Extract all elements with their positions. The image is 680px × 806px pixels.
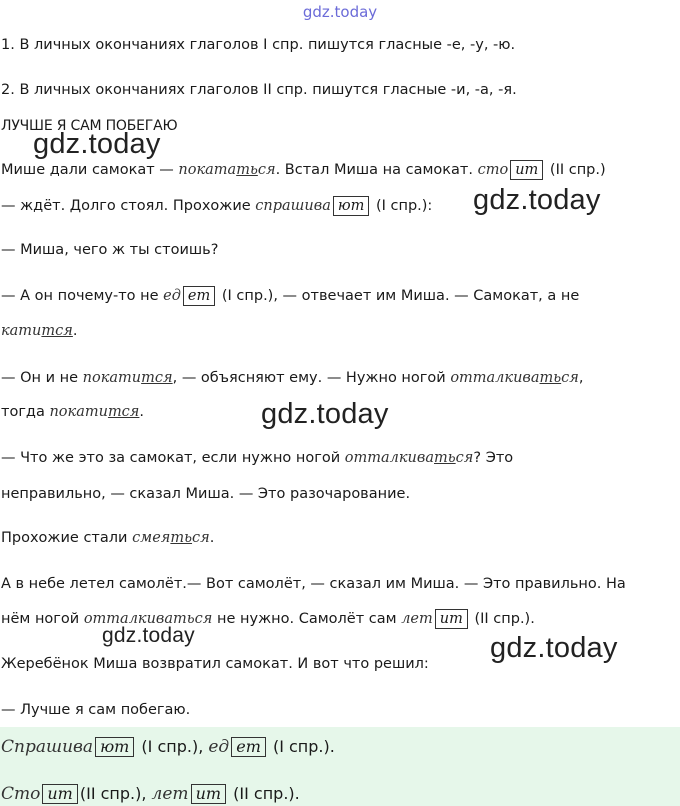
text-line-4 (1, 286, 579, 306)
answer-word: Спрашива (1, 737, 94, 757)
text-line-5 (1, 321, 78, 341)
rule-2: 2. В личных окончаниях глаголов II спр. пишутся гласные -и, -а, -я. (1, 82, 517, 98)
answer-text: (I спр.). (267, 737, 335, 756)
watermark: gdz.today (490, 632, 618, 664)
text-line-11: А в небе летел самолёт.— Вот самолёт, — сказал им Миша. — Это правильно. На (1, 576, 626, 592)
answer-row-1 (1, 737, 335, 757)
text-span: — ждёт. Долго стоял. Прохожие (1, 198, 256, 214)
text-line-7 (1, 402, 144, 422)
text-span: (I спр.): (371, 198, 433, 214)
text-span: Мише дали самокат — (1, 162, 179, 178)
rule-1: 1. В личных окончаниях глаголов I спр. пишутся гласные -е, -у, -ю. (1, 37, 516, 53)
ending-box: ит (191, 784, 226, 804)
text-span: — А он почему-то не (1, 288, 164, 304)
answer-text: (II спр.). (228, 784, 300, 803)
text-span: , (578, 370, 584, 386)
text-line-12 (1, 609, 535, 629)
word-sprashivayut: спрашива (255, 198, 331, 214)
text-line-1 (1, 160, 606, 180)
text-span: Прохожие стали (1, 530, 133, 546)
word-letit: лет (401, 611, 433, 627)
watermark: gdz.today (473, 184, 601, 216)
text-span: . (209, 530, 215, 546)
text-span: — Что же это за самокат, если нужно ногой (1, 450, 345, 466)
word-stoit: сто (477, 162, 509, 178)
word-edet: ед (163, 288, 181, 304)
text-span: . Встал Миша на самокат. (275, 162, 478, 178)
ending-box: ит (435, 609, 468, 629)
word-katitsya: катится (1, 323, 73, 339)
text-span: . (72, 323, 78, 339)
text-line-13: Жеребёнок Миша возвратил самокат. И вот что решил: (1, 656, 429, 672)
text-span: нём ногой (1, 611, 84, 627)
ending-box: ют (333, 196, 370, 216)
ending-box: ет (231, 737, 266, 757)
text-span: , — объясняют ему. — Нужно ногой (172, 370, 451, 386)
text-line-10 (1, 528, 214, 548)
word-pokatitsya: покатится (82, 370, 173, 386)
word-ottalkivatsya: отталкиваться (450, 370, 579, 386)
text-line-6 (1, 368, 584, 388)
word-ottalkivatsya: отталкиваться (344, 450, 474, 466)
word-pokatitsya: покатится (49, 404, 140, 420)
text-line-2 (1, 196, 432, 216)
word-pokatatsya: покататься (178, 162, 276, 178)
text-line-9: неправильно, — сказал Миша. — Это разочарование. (1, 486, 411, 502)
text-span: ? Это (473, 450, 514, 466)
site-watermark-top: gdz.today (302, 3, 378, 21)
watermark: gdz.today (33, 128, 161, 160)
text-span: (I спр.), — отвечает им Миша. — Самокат, а не (217, 288, 580, 304)
answer-text: (I спр.), (136, 737, 209, 756)
watermark: gdz.today (102, 624, 195, 647)
ending-box: ит (42, 784, 77, 804)
text-line-3: — Миша, чего ж ты стоишь? (1, 242, 219, 258)
word-ottalkivatsya: отталкиваться (83, 611, 213, 627)
watermark: gdz.today (261, 398, 389, 430)
ending-box: ит (510, 160, 543, 180)
text-line-14: — Лучше я сам побегаю. (1, 702, 191, 718)
ending-box: ет (183, 286, 215, 306)
text-span: не нужно. Самолёт сам (212, 611, 402, 627)
text-span: (II спр.). (469, 611, 535, 627)
answer-word: ед (208, 737, 230, 757)
text-span: . (139, 404, 145, 420)
text-span: (II спр.) (545, 162, 606, 178)
text-line-8 (1, 448, 513, 468)
answer-word: лет (151, 784, 189, 804)
word-smeyatsya: смеяться (132, 530, 210, 546)
ending-box: ют (95, 737, 134, 757)
answer-row-2 (1, 784, 300, 804)
text-span: тогда (1, 404, 50, 420)
text-span: — Он и не (1, 370, 83, 386)
story-title: ЛУЧШЕ Я САМ ПОБЕГАЮ (1, 118, 178, 134)
answer-text: (II спр.), (79, 784, 152, 803)
answer-word: Сто (1, 784, 41, 804)
